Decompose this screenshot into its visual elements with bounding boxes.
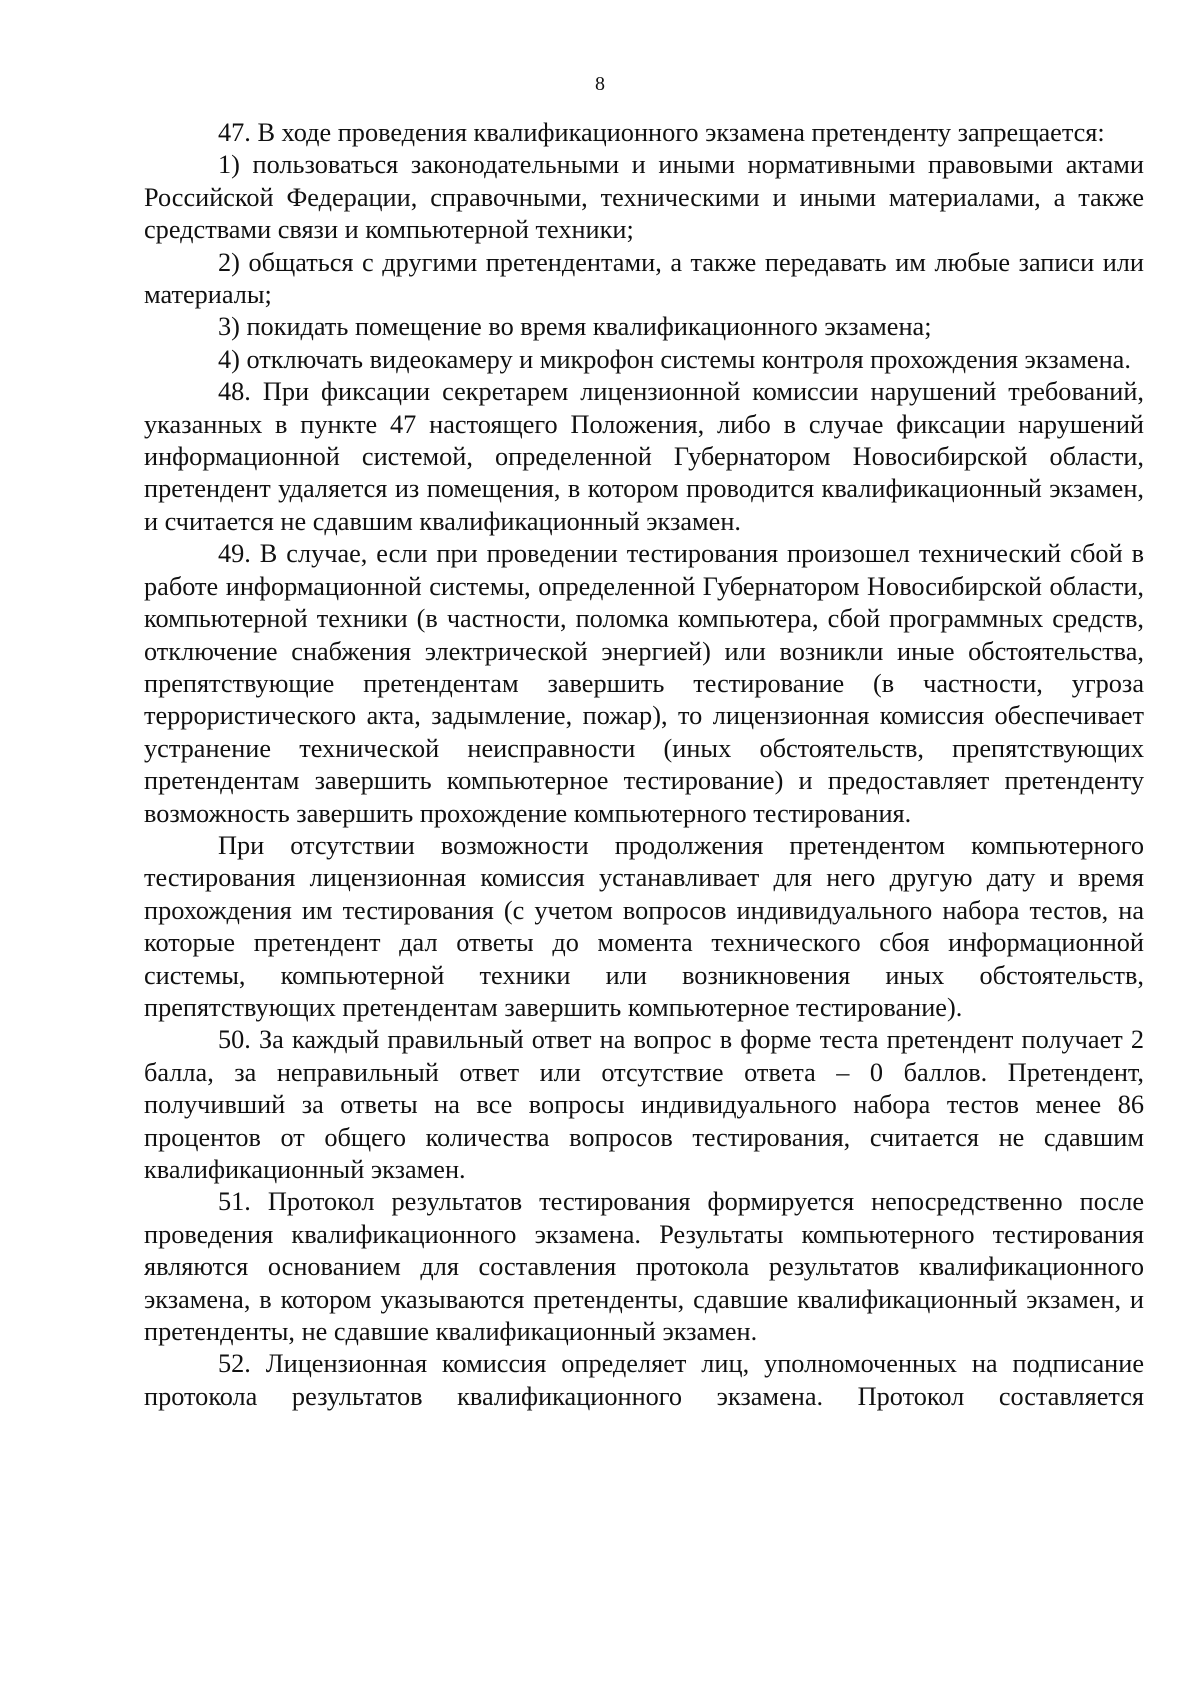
paragraph-51: 51. Протокол результатов тестирования формируется непосредственно после проведения квалификационного экзамена. Результаты компьютерного тестирования являются основанием для составления протокола результатов квалификационного экзамена, в котором указываются претенденты, сдавшие квалификационный экзамен, и претенденты, не сдавшие квалификационный экзамен. xyxy=(144,1187,1144,1347)
paragraph-49-continued: При отсутствии возможности продолжения претендентом компьютерного тестирования лицензионная комиссия устанавливает для него другую дату и время прохождения им тестирования (с учетом вопросов индивидуального набора тестов, на которые претендент дал ответы до момента технического сбоя информационной системы, компьютерной техники или возникновения иных обстоятельств, препятствующих претендентам завершить компьютерное тестирование). xyxy=(144,830,1144,1022)
list-item-4: 4) отключать видеокамеру и микрофон системы контроля прохождения экзамена. xyxy=(218,344,1131,374)
list-item-2: 2) общаться с другими претендентами, а также передавать им любые записи или материалы; xyxy=(144,247,1144,310)
document-body xyxy=(144,117,1144,1413)
list-item-3: 3) покидать помещение во время квалификационного экзамена; xyxy=(218,312,932,342)
paragraph-52: 52. Лицензионная комиссия определяет лиц, уполномоченных на подписание протокола результатов квалификационного экзамена. Протокол составляется xyxy=(144,1349,1144,1411)
paragraph-49: 49. В случае, если при проведении тестирования произошел технический сбой в работе информационной системы, определенной Губернатором Новосибирской области, компьютерной техники (в частности, поломка компьютера, сбой программных средств, отключение снабжения электрической энергией) или возникли иные обстоятельства, препятствующие претендентам завершить тестирование (в частности, угроза террористического акта, задымление, пожар), то лицензионная комиссия обеспечивает устранение технической неисправности (иных обстоятельств, препятствующих претендентам завершить компьютерное тестирование) и предоставляет претенденту возможность завершить прохождение компьютерного тестирования. xyxy=(144,539,1144,828)
page-number: 8 xyxy=(595,73,605,95)
list-item-1: 1) пользоваться законодательными и иными нормативными правовыми актами Российской Федерации, справочными, техническими и иными материалами, а также средствами связи и компьютерной техники; xyxy=(144,150,1144,245)
paragraph-47-intro: 47. В ходе проведения квалификационного экзамена претенденту запрещается: xyxy=(218,118,1105,147)
paragraph-48: 48. При фиксации секретарем лицензионной комиссии нарушений требований, указанных в пункте 47 настоящего Положения, либо в случае фиксации нарушений информационной системой, определенной Губернатором Новосибирской области, претендент удаляется из помещения, в котором проводится квалификационный экзамен, и считается не сдавшим квалификационный экзамен. xyxy=(144,377,1144,536)
paragraph-50: 50. За каждый правильный ответ на вопрос в форме теста претендент получает 2 балла, за неправильный ответ или отсутствие ответа – 0 баллов. Претендент, получивший за ответы на все вопросы индивидуального набора тестов менее 86 процентов от общего количества вопросов тестирования, считается не сдавшим квалификационный экзамен. xyxy=(144,1025,1144,1184)
